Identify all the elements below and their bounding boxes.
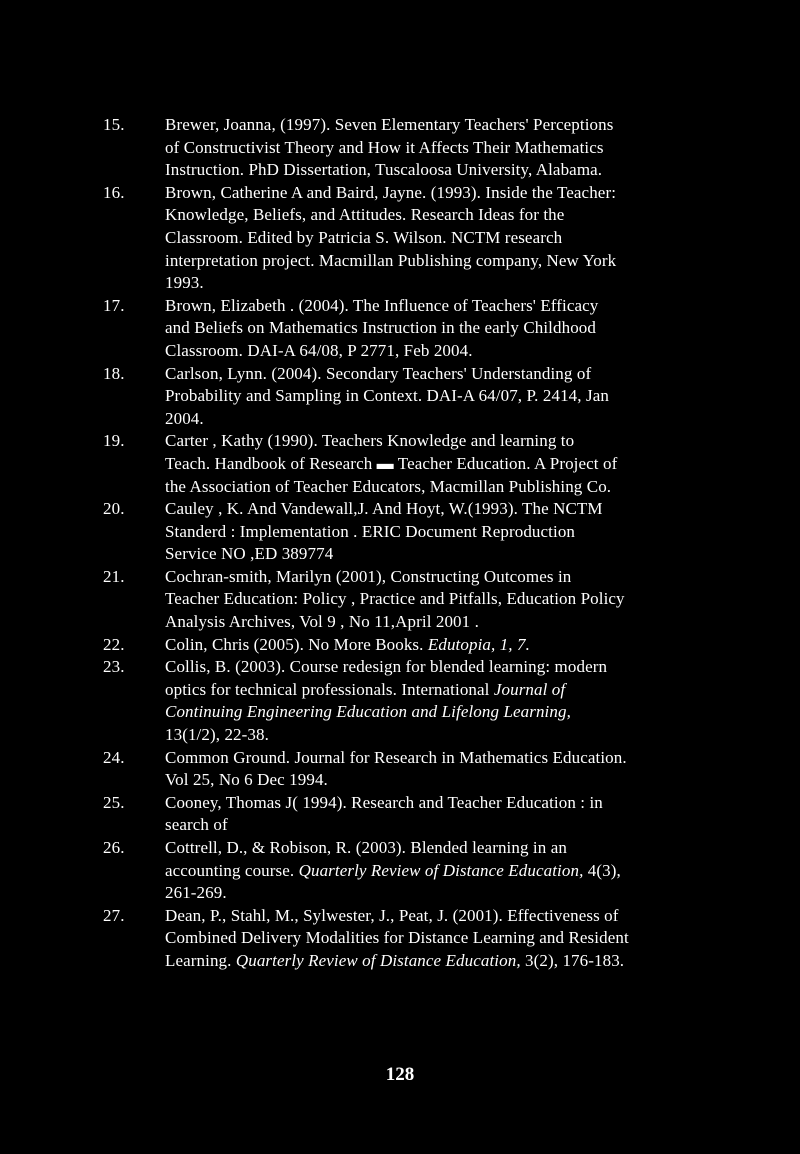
- reference-number: 26.: [103, 838, 125, 857]
- reference-segment: Colin, Chris (2005). No More Books.: [165, 634, 428, 654]
- reference-text: [165, 566, 703, 634]
- reference-text: [165, 430, 703, 498]
- reference-segment: Cottrell, D., & Robison, R. (2003). Blended learning in an: [165, 838, 567, 857]
- reference-item: [103, 792, 703, 837]
- reference-text: [165, 634, 703, 657]
- reference-segment: Teach. Handbook of Research ▬ Teacher Education. A Project of: [165, 453, 618, 473]
- reference-segment: Carter , Kathy (1990). Teachers Knowledge and learning to: [165, 431, 575, 451]
- reference-item: [103, 295, 703, 363]
- reference-item: [103, 905, 703, 973]
- reference-item: [103, 114, 703, 182]
- reference-item: [103, 430, 703, 498]
- reference-text: [165, 656, 703, 746]
- reference-segment: optics for technical professionals. International: [165, 679, 494, 699]
- reference-number: 15.: [103, 115, 125, 134]
- reference-italic-segment: Edutopia, 1, 7.: [427, 634, 530, 654]
- reference-text: [165, 182, 703, 295]
- reference-segment: Brown, Elizabeth . (2004). The Influence of Teachers' Efficacy: [165, 295, 599, 315]
- reference-segment: interpretation project. Macmillan Publishing company, New York: [165, 250, 617, 270]
- reference-italic-segment: Quarterly Review of Distance Education,: [235, 950, 521, 970]
- reference-item: [103, 566, 703, 634]
- reference-segment: Carlson, Lynn. (2004). Secondary Teachers' Understanding of: [165, 363, 592, 383]
- reference-number: 25.: [103, 792, 125, 812]
- reference-italic-segment: Quarterly Review of Distance Education,: [298, 860, 584, 880]
- reference-list: [103, 114, 703, 973]
- reference-number: 19.: [103, 431, 125, 451]
- reference-segment: Analysis Archives, Vol 9 , No 11,April 2001 .: [165, 612, 479, 632]
- page-number: 128: [385, 1064, 415, 1085]
- reference-segment: Collis, B. (2003). Course redesign for blended learning: modern: [165, 657, 608, 677]
- reference-item: [103, 656, 703, 746]
- reference-segment: Cochran-smith, Marilyn (2001), Constructing Outcomes in: [165, 566, 572, 586]
- reference-segment: Cooney, Thomas J( 1994). Research and Teacher Education : in: [165, 792, 603, 812]
- reference-number: 22.: [103, 634, 125, 654]
- reference-item: [103, 837, 703, 905]
- reference-segment: Common Ground. Journal for Research in Mathematics Education.: [165, 747, 627, 767]
- reference-item: [103, 182, 703, 295]
- reference-number: 24.: [103, 747, 125, 767]
- reference-text: [165, 747, 703, 792]
- reference-segment: of Constructivist Theory and How it Affects Their Mathematics: [165, 137, 604, 157]
- reference-text: [165, 114, 703, 182]
- reference-number: 20.: [103, 499, 125, 519]
- reference-segment: accounting course.: [165, 860, 299, 880]
- reference-segment: the Association of Teacher Educators, Macmillan Publishing Co.: [165, 476, 612, 496]
- reference-segment: Standerd : Implementation . ERIC Document Reproduction: [165, 521, 576, 541]
- reference-segment: Combined Delivery Modalities for Distance Learning and Resident: [165, 928, 629, 948]
- reference-text: [165, 837, 703, 905]
- reference-number: 16.: [103, 182, 125, 202]
- reference-segment: 4(3),: [583, 860, 621, 880]
- reference-segment: Brewer, Joanna, (1997). Seven Elementary Teachers' Perceptions: [165, 115, 614, 134]
- reference-number: 18.: [103, 363, 125, 383]
- reference-number: 23.: [103, 657, 125, 677]
- reference-segment: 261-269.: [165, 883, 227, 903]
- reference-text: [165, 363, 703, 431]
- reference-segment: 3(2), 176-183.: [520, 950, 625, 970]
- reference-item: [103, 363, 703, 431]
- reference-segment: 2004.: [165, 408, 204, 428]
- reference-item: [103, 498, 703, 566]
- reference-segment: Classroom. Edited by Patricia S. Wilson. NCTM research: [165, 227, 563, 247]
- reference-segment: Service NO ,ED 389774: [165, 544, 334, 564]
- reference-segment: Classroom. DAI-A 64/08, P 2771, Feb 2004.: [165, 340, 473, 360]
- reference-text: [165, 295, 703, 363]
- reference-segment: and Beliefs on Mathematics Instruction in the early Childhood: [165, 318, 597, 338]
- reference-segment: Knowledge, Beliefs, and Attitudes. Research Ideas for the: [165, 205, 565, 225]
- reference-italic-segment: Journal of: [493, 679, 566, 699]
- reference-text: [165, 905, 703, 973]
- reference-segment: Dean, P., Stahl, M., Sylwester, J., Peat, J. (2001). Effectiveness of: [165, 905, 619, 925]
- reference-segment: 13(1/2), 22-38.: [165, 725, 269, 745]
- reference-number: 17.: [103, 295, 125, 315]
- reference-segment: Cauley , K. And Vandewall,J. And Hoyt, W.(1993). The NCTM: [165, 499, 603, 519]
- reference-segment: Instruction. PhD Dissertation, Tuscaloosa University, Alabama.: [165, 160, 603, 180]
- reference-item: [103, 747, 703, 792]
- reference-italic-segment: Continuing Engineering Education and Lifelong Learning,: [165, 702, 571, 722]
- reference-segment: Learning.: [165, 950, 236, 970]
- reference-segment: Probability and Sampling in Context. DAI-A 64/07, P. 2414, Jan: [165, 386, 609, 406]
- reference-text: [165, 792, 703, 837]
- reference-segment: search of: [165, 815, 228, 835]
- reference-text: [165, 498, 703, 566]
- reference-number: 21.: [103, 566, 125, 586]
- reference-number: 27.: [103, 905, 125, 925]
- reference-item: [103, 634, 703, 657]
- reference-segment: Brown, Catherine A and Baird, Jayne. (1993). Inside the Teacher:: [165, 182, 617, 202]
- reference-segment: Teacher Education: Policy , Practice and Pitfalls, Education Policy: [165, 589, 625, 609]
- reference-segment: Vol 25, No 6 Dec 1994.: [165, 770, 328, 790]
- reference-segment: 1993.: [165, 273, 204, 293]
